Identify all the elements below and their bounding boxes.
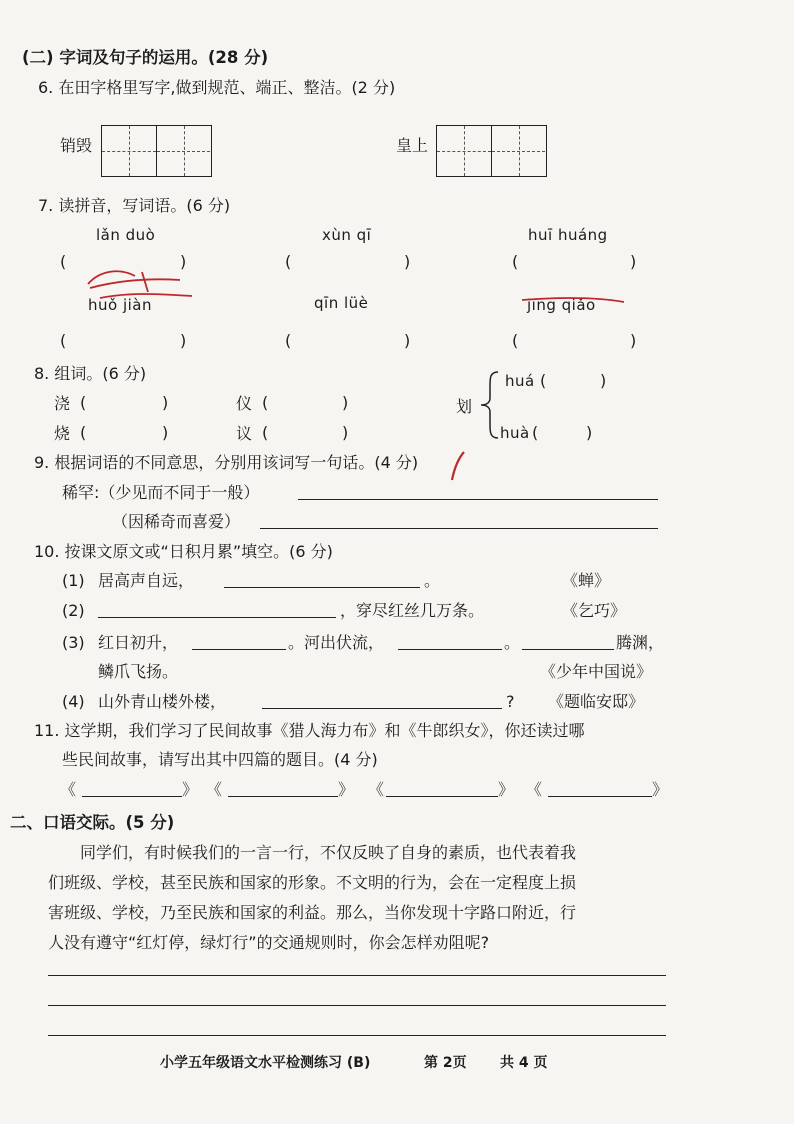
answer-line[interactable] [228, 796, 338, 797]
q10-num: (4) [62, 692, 85, 711]
paren-open: ( [262, 423, 269, 442]
q10-source: 《少年中国说》 [540, 662, 653, 681]
answer-line[interactable] [548, 796, 652, 797]
paren-close: ) [404, 331, 411, 350]
q8-char: 仪 [236, 394, 253, 413]
paren-open: ( [285, 252, 292, 271]
answer-line[interactable] [224, 587, 420, 588]
q11-line1: 11. 这学期，我们学习了民间故事《猎人海力布》和《牛郎织女》，你还读过哪 [34, 721, 585, 740]
section-heading: 二、口语交际。(5 分) [10, 813, 175, 832]
q8-poly-char: 划 [456, 397, 473, 416]
q9-line2: （因稀奇而喜爱） [112, 512, 241, 531]
paren-close: ) [586, 423, 593, 442]
answer-line[interactable] [192, 649, 286, 650]
q6-word2: 皇上 [396, 136, 429, 155]
pinyin-6: jīng qiǎo [527, 296, 596, 314]
pinyin-5: qīn lüè [314, 294, 369, 312]
paragraph-line: 同学们，有时候我们的一言一行，不仅反映了自身的素质，也代表着我 [80, 843, 577, 862]
q10-source: 《题临安邸》 [548, 692, 645, 711]
q10-text: 。河出伏流， [288, 633, 385, 652]
tianzige-box-1[interactable] [101, 125, 212, 177]
q8-char: 浇 [54, 394, 71, 413]
red-strike-mark-icon [520, 292, 630, 312]
q9-line1: 稀罕:（少见而不同于一般） [62, 483, 260, 502]
q10-source: 《蝉》 [562, 571, 611, 590]
book-title-close: 》 [498, 780, 515, 799]
footer-total: 共 4 页 [500, 1055, 548, 1071]
q6-word1: 销毁 [60, 136, 93, 155]
q10-num: (2) [62, 601, 85, 620]
answer-line[interactable] [398, 649, 502, 650]
paren-open: ( [80, 393, 87, 412]
paren-close: ) [404, 252, 411, 271]
footer-title: 小学五年级语文水平检测练习 (B) [160, 1055, 371, 1071]
answer-line[interactable] [298, 499, 658, 500]
paren-close: ) [180, 331, 187, 350]
book-title-close: 》 [652, 780, 669, 799]
red-check-icon [448, 450, 468, 482]
book-title-close: 》 [338, 780, 355, 799]
q8-title: 8. 组词。(6 分) [34, 364, 147, 383]
q10-text: 红日初升， [98, 633, 179, 652]
pinyin-2: xùn qī [322, 226, 372, 244]
paren-close: ) [180, 252, 187, 271]
q8-reading-1: huá [505, 372, 535, 390]
paren-close: ) [600, 371, 607, 390]
footer-page: 第 2页 [424, 1055, 467, 1071]
answer-line[interactable] [98, 617, 336, 618]
paragraph-line: 人没有遵守“红灯停，绿灯行”的交通规则时，你会怎样劝阻呢? [48, 933, 490, 952]
book-title-close: 》 [182, 780, 199, 799]
q10-text: 。 [504, 633, 521, 652]
q10-text: 山外青山楼外楼， [98, 692, 227, 711]
answer-line[interactable] [386, 796, 498, 797]
paren-open: ( [60, 252, 67, 271]
q10-text: 鳞爪飞扬。 [98, 662, 179, 681]
book-title-open: 《 [60, 780, 77, 799]
q9-title: 9. 根据词语的不同意思，分别用该词写一句话。(4 分) [34, 453, 419, 472]
answer-line[interactable] [260, 528, 658, 529]
paren-close: ) [162, 423, 169, 442]
q10-text: 。 [424, 571, 441, 590]
q10-text: ? [506, 692, 515, 711]
paren-open: ( [262, 393, 269, 412]
q10-title: 10. 按课文原文或“日积月累”填空。(6 分) [34, 542, 333, 561]
q10-num: (1) [62, 571, 85, 590]
paren-close: ) [162, 393, 169, 412]
q8-char: 烧 [54, 424, 71, 443]
paragraph-line: 害班级、学校，乃至民族和国家的利益。那么，当你发现十字路口附近，行 [48, 903, 577, 922]
book-title-open: 《 [526, 780, 543, 799]
q7-title: 7. 读拼音，写词语。(6 分) [38, 196, 231, 215]
red-pen-mark-icon [80, 262, 200, 304]
pinyin-1: lǎn duò [96, 226, 156, 244]
paren-close: ) [342, 423, 349, 442]
paren-open: ( [532, 423, 539, 442]
answer-line[interactable] [48, 1035, 666, 1036]
q10-text: 腾渊， [616, 633, 665, 652]
answer-line[interactable] [262, 708, 502, 709]
q8-reading-2: huà [500, 424, 530, 442]
paren-open: ( [285, 331, 292, 350]
pinyin-4: huǒ jiàn [88, 296, 152, 314]
pinyin-3: huī huáng [528, 226, 608, 244]
answer-line[interactable] [48, 975, 666, 976]
q10-text: 居高声自远， [98, 571, 195, 590]
section-heading: (二) 字词及句子的运用。(28 分) [22, 48, 269, 67]
book-title-open: 《 [368, 780, 385, 799]
book-title-open: 《 [206, 780, 223, 799]
tianzige-box-2[interactable] [436, 125, 547, 177]
q10-num: (3) [62, 633, 85, 652]
q10-text: ，穿尽红丝几万条。 [340, 601, 485, 620]
paren-open: ( [512, 252, 519, 271]
answer-line[interactable] [82, 796, 182, 797]
q8-char: 议 [236, 424, 253, 443]
q10-source: 《乞巧》 [562, 601, 627, 620]
paren-close: ) [342, 393, 349, 412]
paren-close: ) [630, 331, 637, 350]
paren-close: ) [630, 252, 637, 271]
q11-line2: 些民间故事，请写出其中四篇的题目。(4 分) [62, 750, 378, 769]
paren-open: ( [540, 371, 547, 390]
paren-open: ( [80, 423, 87, 442]
paren-open: ( [512, 331, 519, 350]
brace-icon [478, 370, 502, 440]
answer-line[interactable] [48, 1005, 666, 1006]
q6-title: 6. 在田字格里写字,做到规范、端正、整洁。(2 分) [38, 78, 396, 97]
paragraph-line: 们班级、学校，甚至民族和国家的形象。不文明的行为，会在一定程度上损 [48, 873, 577, 892]
paren-open: ( [60, 331, 67, 350]
answer-line[interactable] [522, 649, 614, 650]
